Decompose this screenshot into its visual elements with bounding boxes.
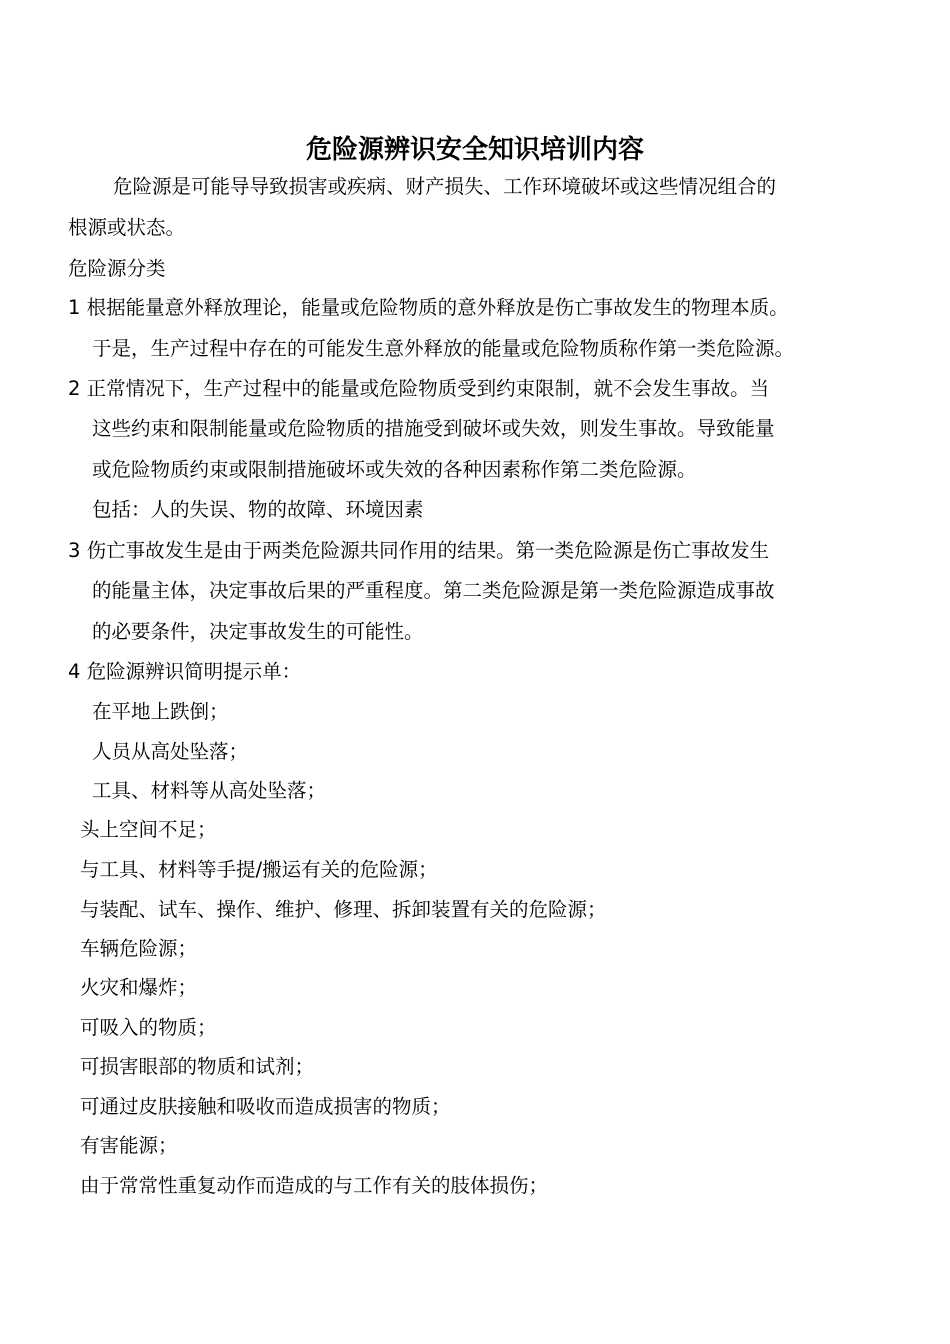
list-item-continuation: 这些约束和限制能量或危险物质的措施受到破坏或失效，则发生事故。导致能量 [92,417,775,440]
paragraph-line: 危险源是可能导导致损害或疾病、财产损失、工作环境破坏或这些情况组合的 [113,175,777,198]
paragraph-line: 根源或状态。 [68,216,186,239]
list-item: 1 根据能量意外释放理论，能量或危险物质的意外释放是伤亡事故发生的物理本质。 [68,296,789,319]
list-item-continuation: 或危险物质约束或限制措施破坏或失效的各种因素称作第二类危险源。 [92,458,697,481]
checklist-item: 在平地上跌倒； [92,700,229,723]
checklist-item: 人员从高处坠落； [92,740,249,763]
checklist-item: 与装配、试车、操作、维护、修理、拆卸装置有关的危险源； [80,898,607,921]
list-item-continuation: 的必要条件，决定事故发生的可能性。 [92,620,424,643]
checklist-item: 可通过皮肤接触和吸收而造成损害的物质； [80,1095,451,1118]
checklist-item: 车辆危险源； [80,937,198,960]
checklist-item: 有害能源； [80,1134,178,1157]
list-item: 4 危险源辨识简明提示单： [68,660,302,683]
list-item: 3 伤亡事故发生是由于两类危险源共同作用的结果。第一类危险源是伤亡事故发生 [68,539,770,562]
checklist-item: 可吸入的物质； [80,1016,217,1039]
checklist-item: 头上空间不足； [80,818,217,841]
checklist-item: 工具、材料等从高处坠落； [92,779,327,802]
document-title: 危险源辨识安全知识培训内容 [305,135,644,165]
list-item-continuation: 包括：人的失误、物的故障、环境因素 [92,498,424,521]
list-item-continuation: 于是，生产过程中存在的可能发生意外释放的能量或危险物质称作第一类危险源。 [92,337,795,360]
list-item-continuation: 的能量主体，决定事故后果的严重程度。第二类危险源是第一类危险源造成事故 [92,579,775,602]
checklist-item: 可损害眼部的物质和试剂； [80,1055,315,1078]
checklist-item: 火灾和爆炸； [80,976,198,999]
checklist-item: 由于常常性重复动作而造成的与工作有关的肢体损伤； [80,1174,549,1197]
section-heading: 危险源分类 [68,257,166,280]
list-item: 2 正常情况下，生产过程中的能量或危险物质受到约束限制，就不会发生事故。当 [68,377,770,400]
checklist-item: 与工具、材料等手提/搬运有关的危险源； [80,858,438,881]
